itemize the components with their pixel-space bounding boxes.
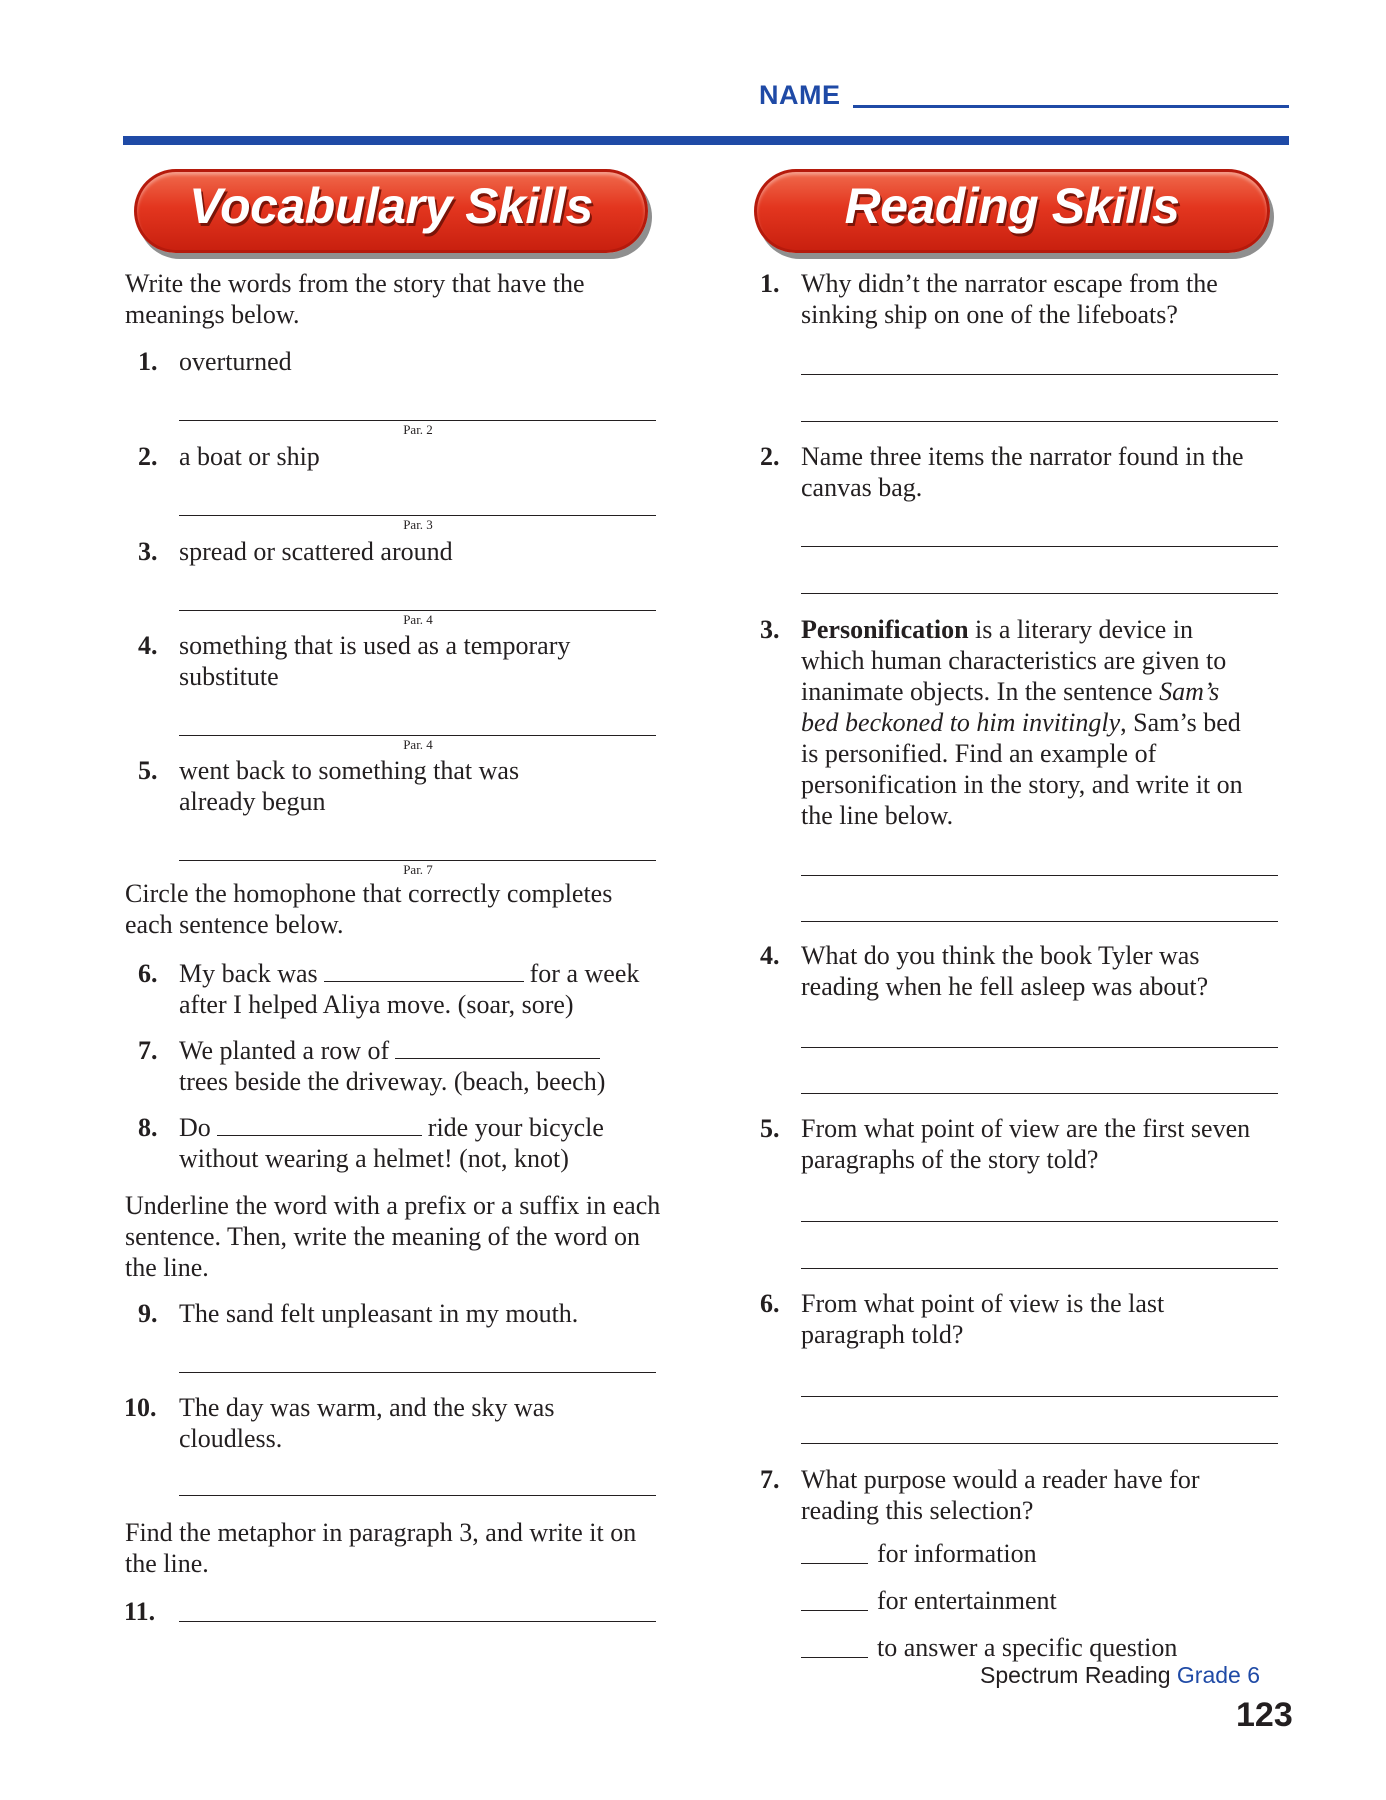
question-text: which human characteristics are given to [801, 646, 1227, 675]
question-text [801, 676, 1219, 707]
sentence-start: Do [179, 1113, 211, 1142]
affix-sentence: The day was warm, and the sky was [179, 1393, 555, 1422]
item-number: 11. [124, 1597, 156, 1626]
question-text: paragraph told? [801, 1320, 964, 1349]
item-number: 9. [138, 1299, 158, 1328]
item-prompt: substitute [179, 662, 279, 691]
item-number: 1. [138, 347, 158, 376]
item-prompt: went back to something that was [179, 756, 520, 785]
answer-line[interactable] [801, 1268, 1278, 1269]
item-number: 2. [138, 442, 158, 471]
answer-line[interactable] [801, 1396, 1278, 1397]
answer-line[interactable] [801, 875, 1278, 876]
answer-line[interactable] [801, 374, 1278, 375]
option-label: for entertainment [877, 1586, 1057, 1615]
question-text [801, 707, 1241, 738]
question-text: What purpose would a reader have for [801, 1465, 1200, 1494]
homophone-sentence-line2: without wearing a helmet! (not, knot) [179, 1144, 569, 1173]
personification-term: Personification [801, 615, 969, 644]
homophone-blank[interactable] [324, 981, 524, 982]
item-prompt: something that is used as a temporary [179, 631, 571, 660]
answer-line[interactable] [179, 1372, 656, 1373]
example-sentence: bed beckoned to him invitingly [801, 708, 1121, 737]
option-label: for information [877, 1539, 1037, 1568]
answer-line[interactable] [801, 421, 1278, 422]
vocabulary-skills-banner [134, 169, 648, 253]
paragraph-reference: Par. 4 [403, 612, 433, 627]
item-number: 5. [138, 756, 158, 785]
name-field [759, 80, 1289, 111]
vocabulary-intro: Write the words from the story that have the meanings below. [125, 269, 585, 329]
option-checkbox-blank[interactable] [801, 1563, 868, 1564]
question-text: personification in the story, and write it on [801, 770, 1243, 799]
paragraph-reference: Par. 2 [403, 422, 433, 437]
question-number: 7. [760, 1465, 780, 1494]
item-prompt: overturned [179, 347, 292, 376]
question-text: the line below. [801, 801, 954, 830]
vocabulary-skills-title: Vocabulary Skills [189, 178, 593, 234]
answer-line[interactable] [801, 921, 1278, 922]
question-text-rest: is a literary device in [968, 615, 1194, 644]
question-text: paragraphs of the story told? [801, 1145, 1099, 1174]
question-number: 1. [760, 269, 780, 298]
item-number: 3. [138, 537, 158, 566]
answer-line[interactable] [801, 1047, 1278, 1048]
example-sentence: Sam’s [1159, 677, 1220, 706]
homophone-sentence [179, 1035, 606, 1066]
option-label: to answer a specific question [877, 1633, 1178, 1662]
paragraph-reference: Par. 3 [403, 517, 433, 532]
question-text-part: inanimate objects. In the sentence [801, 677, 1160, 706]
answer-line[interactable] [801, 1093, 1278, 1094]
paragraph-reference: Par. 4 [403, 737, 433, 752]
question-text: reading this selection? [801, 1496, 1034, 1525]
answer-line[interactable] [801, 1221, 1278, 1222]
affix-sentence: The sand felt unpleasant in my mouth. [179, 1299, 579, 1328]
answer-line[interactable] [801, 1443, 1278, 1444]
sentence-end: for a week [529, 959, 640, 988]
question-number: 2. [760, 442, 780, 471]
option-checkbox-blank[interactable] [801, 1657, 868, 1658]
sentence-start: We planted a row of [179, 1036, 390, 1065]
answer-line[interactable] [179, 735, 656, 736]
header-rule [123, 136, 1289, 145]
homophone-intro: Circle the homophone that correctly completes each sentence below. [125, 879, 613, 939]
paragraph-reference: Par. 7 [403, 862, 433, 877]
question-text: From what point of view is the last [801, 1289, 1165, 1318]
sentence-end: ride your bicycle [427, 1113, 604, 1142]
homophone-sentence-line2: after I helped Aliya move. (soar, sore) [179, 990, 574, 1019]
answer-line[interactable] [801, 593, 1278, 594]
question-text: canvas bag. [801, 473, 923, 502]
series-name: Spectrum Reading [980, 1662, 1171, 1688]
question-number: 5. [760, 1114, 780, 1143]
question-text: Why didn’t the narrator escape from the [801, 269, 1218, 298]
page-number: 123 [1236, 1696, 1293, 1734]
metaphor-intro: Find the metaphor in paragraph 3, and write it on the line. [125, 1518, 637, 1578]
affix-sentence: cloudless. [179, 1424, 283, 1453]
answer-line[interactable] [179, 420, 656, 421]
grade-label: Grade 6 [1176, 1662, 1260, 1688]
name-blank[interactable] [853, 81, 1289, 108]
option-checkbox-blank[interactable] [801, 1610, 868, 1611]
question-number: 3. [760, 615, 780, 644]
answer-line[interactable] [179, 1495, 656, 1496]
item-number: 7. [138, 1036, 158, 1065]
affix-intro: Underline the word with a prefix or a suffix in each sentence. Then, write the meaning of the word on the line. [125, 1191, 661, 1282]
question-text: From what point of view are the first seven [801, 1114, 1251, 1143]
answer-line[interactable] [179, 515, 656, 516]
question-number: 4. [760, 941, 780, 970]
answer-line[interactable] [179, 1621, 656, 1622]
question-number: 6. [760, 1289, 780, 1318]
item-number: 8. [138, 1113, 158, 1142]
question-text: is personified. Find an example of [801, 739, 1157, 768]
homophone-sentence [179, 1112, 604, 1143]
homophone-sentence [179, 958, 639, 989]
question-text: Name three items the narrator found in the [801, 442, 1244, 471]
item-number: 6. [138, 959, 158, 988]
homophone-blank[interactable] [395, 1058, 600, 1059]
homophone-sentence-line2: trees beside the driveway. (beach, beech) [179, 1067, 606, 1096]
name-label: NAME [759, 80, 841, 110]
footer-series [980, 1662, 1260, 1689]
answer-line[interactable] [179, 860, 656, 861]
item-number: 10. [124, 1393, 157, 1422]
answer-line[interactable] [801, 546, 1278, 547]
question-text: reading when he fell asleep was about? [801, 972, 1209, 1001]
reading-skills-title: Reading Skills [844, 178, 1180, 234]
item-prompt: spread or scattered around [179, 537, 453, 566]
item-prompt: already begun [179, 787, 326, 816]
question-text-part: , Sam’s bed [1120, 708, 1241, 737]
question-text [801, 614, 1193, 645]
question-text: What do you think the book Tyler was [801, 941, 1200, 970]
item-prompt: a boat or ship [179, 442, 320, 471]
question-text: sinking ship on one of the lifeboats? [801, 300, 1178, 329]
answer-line[interactable] [179, 610, 656, 611]
reading-skills-banner [754, 169, 1270, 253]
item-number: 4. [138, 631, 158, 660]
homophone-blank[interactable] [217, 1135, 422, 1136]
sentence-start: My back was [179, 959, 318, 988]
